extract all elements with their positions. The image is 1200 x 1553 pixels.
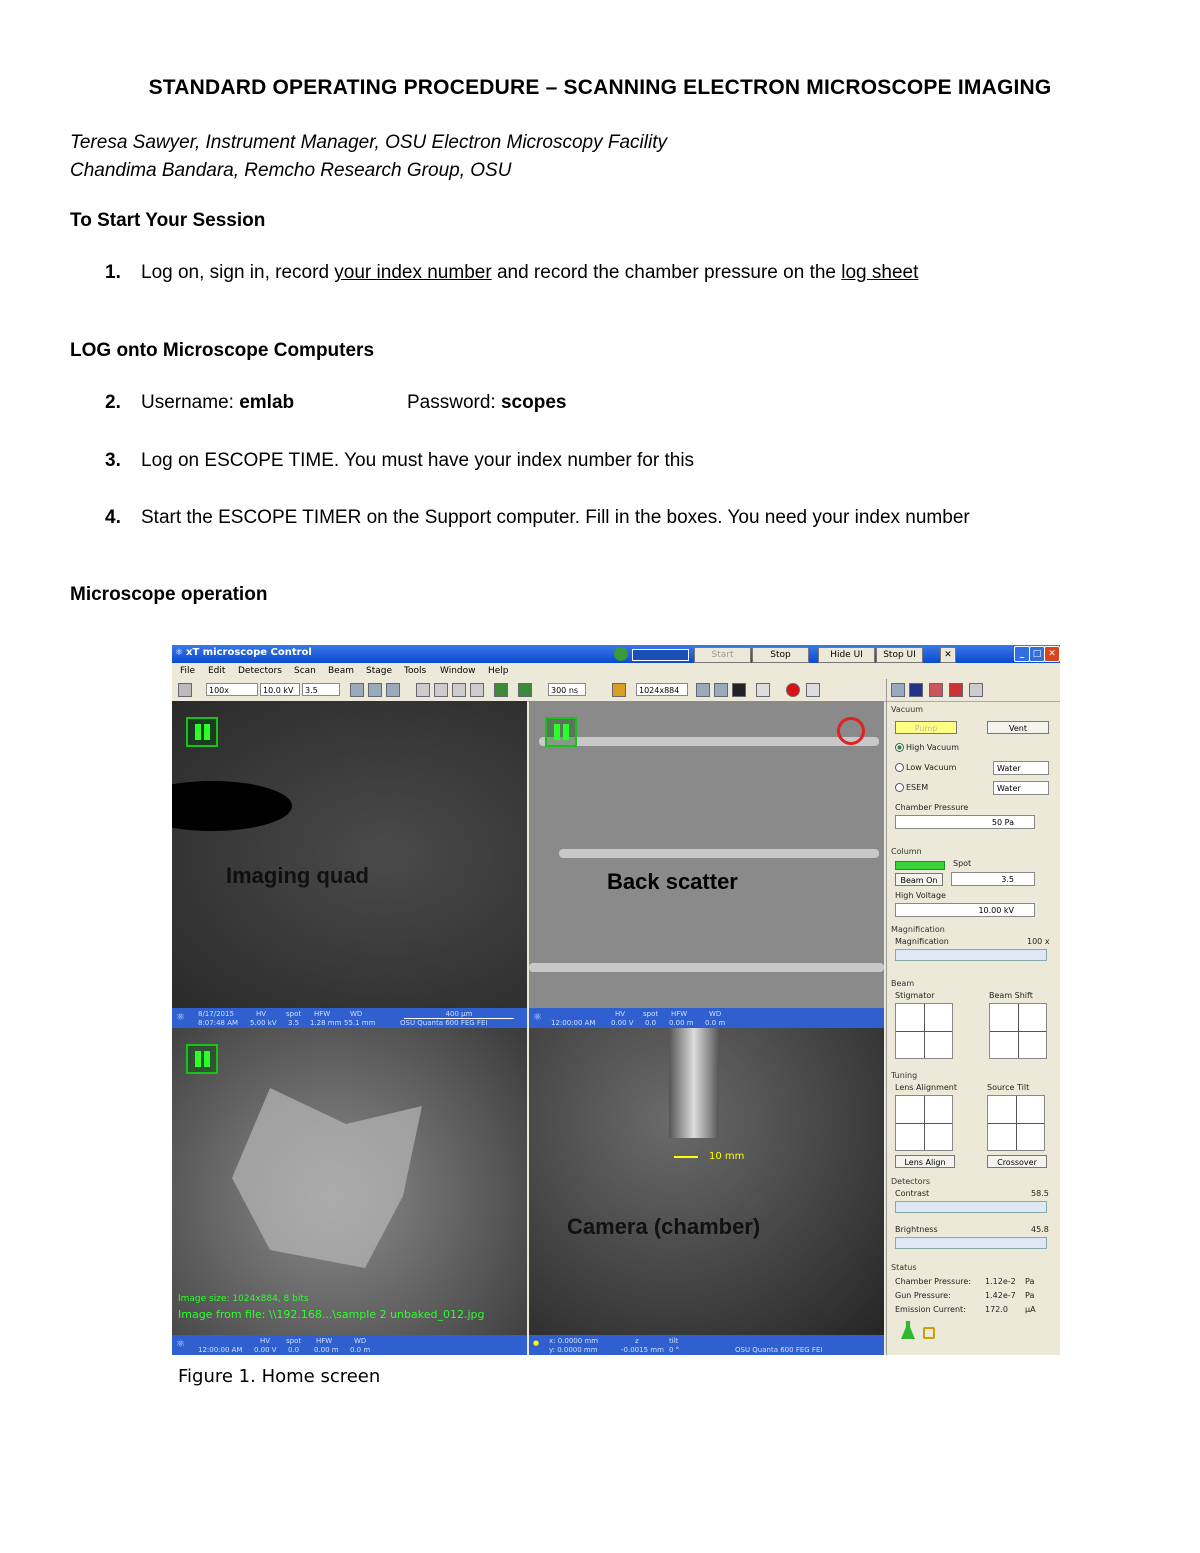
detector-icon: ⚛	[176, 1339, 185, 1350]
app-icon: ⚛	[175, 648, 184, 658]
stage-tilt-header: tilt	[669, 1337, 679, 1345]
quad-label: Back scatter	[607, 869, 738, 894]
status-date: 8/17/2015	[198, 1010, 234, 1018]
spot-label: Spot	[953, 859, 972, 868]
chamber-pressure-label: Chamber Pressure	[895, 803, 969, 812]
emission-current-value: 172.0	[985, 1305, 1008, 1314]
window-titlebar	[172, 645, 1060, 663]
high-vacuum-label: High Vacuum	[906, 743, 960, 752]
crossover-button[interactable]: Crossover	[987, 1155, 1047, 1168]
step-2	[105, 392, 567, 414]
processing-tab-icon[interactable]	[929, 683, 943, 697]
step-4-text: Start the ESCOPE TIMER on the Support computer. Fill in the boxes. You need your index number	[141, 507, 970, 528]
rabbit-icon[interactable]	[612, 683, 626, 697]
step-3-text: Log on ESCOPE TIME. You must have your index number for this	[141, 450, 695, 471]
snapshot-icon[interactable]	[696, 683, 710, 697]
spot-field[interactable]: 3.5	[951, 872, 1035, 886]
brightness-label: Brightness	[895, 1225, 938, 1234]
tuning-section-title: Tuning	[891, 1071, 918, 1080]
measure-icon[interactable]	[806, 683, 820, 697]
pause-indicator-icon[interactable]	[186, 717, 218, 747]
no-signal-icon	[837, 717, 865, 745]
quad-3-status-bar	[172, 1335, 527, 1355]
crystal-shape	[232, 1088, 422, 1268]
status-wd: 55.1 mm	[344, 1019, 376, 1027]
navigation-tab-icon[interactable]	[909, 683, 923, 697]
menu-file[interactable]: File	[180, 666, 196, 676]
high-voltage-label: High Voltage	[895, 891, 946, 900]
status-hfw-header: HFW	[316, 1337, 333, 1345]
xt-microscope-screenshot	[172, 645, 1060, 1355]
menu-bar	[172, 663, 1060, 679]
step-number: 3.	[105, 450, 121, 471]
dwell-time-field[interactable]: 300 ns	[548, 683, 586, 696]
status-time: 12:00:00 AM	[198, 1346, 243, 1354]
scale-line	[674, 1156, 698, 1158]
camera-scale-label: 10 mm	[709, 1151, 745, 1162]
username-label: Username:	[141, 392, 240, 413]
pause-indicator-icon[interactable]	[545, 717, 577, 747]
video-icon[interactable]	[494, 683, 508, 697]
reduced-area-icon[interactable]	[368, 683, 382, 697]
line-feature	[529, 963, 884, 972]
detectors-section-title: Detectors	[891, 1177, 931, 1186]
beam-section-title: Beam	[891, 979, 915, 988]
emission-current-unit: μA	[1025, 1305, 1036, 1314]
magnification-label: Magnification	[895, 937, 949, 946]
status-spot: 0.0	[645, 1019, 657, 1027]
camera-chamber-quad[interactable]	[529, 1028, 884, 1335]
sample-hole-shape	[172, 781, 292, 831]
stigmator-label: Stigmator	[895, 991, 935, 1000]
instrument-name: OSU Quanta 600 FEG FEI	[735, 1346, 823, 1354]
section-start-session: To Start Your Session	[70, 210, 266, 231]
kv-field[interactable]: 10.0 kV	[260, 683, 300, 696]
password-value: scopes	[500, 392, 567, 413]
line-feature	[559, 849, 879, 858]
document-title: STANDARD OPERATING PROCEDURE – SCANNING ELECTRON MICROSCOPE IMAGING	[148, 76, 1052, 99]
image-file-info: Image from file: \\192.168...\sample 2 unbaked_012.jpg	[178, 1308, 485, 1321]
esem-gas-select[interactable]: Water	[993, 781, 1049, 795]
quad-4-status-bar	[529, 1335, 884, 1355]
username-value: emlab	[239, 392, 295, 413]
menu-scan[interactable]: Scan	[294, 666, 316, 676]
instrument-name: OSU Quanta 600 FEG FEI	[400, 1019, 488, 1027]
beam-tab-icon[interactable]	[891, 683, 905, 697]
pole-piece-shape	[669, 1028, 719, 1138]
lightbulb-icon: ●	[533, 1339, 540, 1347]
lock-icon[interactable]	[923, 1327, 935, 1339]
vent-button[interactable]: Vent	[987, 721, 1049, 734]
window-title: xT microscope Control	[186, 647, 312, 658]
quad-2-status-bar	[529, 1008, 884, 1028]
section-logon: LOG onto Microscope Computers	[70, 340, 375, 361]
column-section-title: Column	[891, 847, 922, 856]
gun-pressure-unit: Pa	[1025, 1291, 1035, 1300]
radio-icon	[895, 783, 904, 792]
contrast-slider[interactable]	[895, 1201, 1047, 1213]
step-number: 2.	[105, 392, 121, 413]
brightness-value: 45.8	[1031, 1225, 1049, 1234]
stigmator-xy-pad[interactable]	[895, 1003, 953, 1059]
detector-icon: ⚛	[176, 1012, 185, 1023]
magnification-value: 100 x	[1027, 937, 1050, 946]
quad-label: Imaging quad	[226, 863, 369, 888]
status-hv-header: HV	[615, 1010, 626, 1018]
esem-label: ESEM	[906, 783, 929, 792]
line-feature	[539, 737, 879, 746]
control-side-panel	[886, 679, 1060, 1355]
status-hv: 5.00 kV	[250, 1019, 277, 1027]
detector-icon: ⚛	[533, 1012, 542, 1023]
pause-icon[interactable]	[732, 683, 746, 697]
turtle-icon[interactable]	[518, 683, 532, 697]
password-group	[407, 392, 566, 414]
close-icon[interactable]: ✕	[940, 647, 956, 663]
quad-1-status-bar	[172, 1008, 527, 1028]
beam-status-indicator	[895, 861, 945, 870]
image-size-info: Image size: 1024x884, 8 bits	[178, 1294, 309, 1304]
status-hfw-header: HFW	[314, 1010, 331, 1018]
contrast-value: 58.5	[1031, 1189, 1049, 1198]
author-line-2: Chandima Bandara, Remcho Research Group, OSU	[70, 160, 512, 181]
status-spot: 0.0	[288, 1346, 300, 1354]
status-wd: 0.0 m	[350, 1346, 371, 1354]
alignments-tab-icon[interactable]	[969, 683, 983, 697]
magnification-field[interactable]: 100x	[206, 683, 258, 696]
quad-label: Camera (chamber)	[567, 1214, 761, 1239]
flask-icon	[901, 1321, 915, 1339]
radio-icon	[895, 743, 904, 752]
panel-tabs	[887, 679, 1060, 702]
status-hv-header: HV	[256, 1010, 267, 1018]
stop-button[interactable]: Stop	[752, 647, 809, 663]
chamber-pressure-status-label: Chamber Pressure:	[895, 1277, 972, 1286]
high-voltage-field[interactable]: 10.00 kV	[895, 903, 1035, 917]
status-section-title: Status	[891, 1263, 917, 1272]
photo-icon[interactable]	[714, 683, 728, 697]
step-1-text-b: and record the chamber pressure on the	[491, 262, 842, 283]
chamber-pressure-status-unit: Pa	[1025, 1277, 1035, 1286]
sem-image-quad[interactable]	[172, 1028, 527, 1335]
record-icon[interactable]	[786, 683, 800, 697]
log-sheet-link[interactable]: log sheet	[841, 262, 919, 283]
detector-icon[interactable]	[178, 683, 192, 697]
status-globe-icon	[614, 647, 628, 661]
section-operation: Microscope operation	[70, 584, 268, 605]
emission-current-label: Emission Current:	[895, 1305, 966, 1314]
status-wd: 0.0 m	[705, 1019, 726, 1027]
status-hfw: 0.00 m	[669, 1019, 694, 1027]
start-button[interactable]: Start	[694, 647, 751, 663]
contrast-label: Contrast	[895, 1189, 930, 1198]
low-vacuum-radio[interactable]	[895, 763, 956, 772]
vacuum-section-title: Vacuum	[891, 705, 924, 714]
step-number: 4.	[105, 507, 121, 528]
gun-pressure-value: 1.42e-7	[985, 1291, 1016, 1300]
menu-detectors[interactable]: Detectors	[238, 666, 282, 676]
step-4	[105, 507, 970, 529]
gun-icon[interactable]	[434, 683, 448, 697]
status-spot: 3.5	[288, 1019, 300, 1027]
figure-caption: Figure 1. Home screen	[178, 1366, 381, 1387]
beam-shift-xy-pad[interactable]	[989, 1003, 1047, 1059]
beam-shift-label: Beam Shift	[989, 991, 1033, 1000]
magnification-section-title: Magnification	[891, 925, 945, 934]
stage-tilt: 0 °	[669, 1346, 680, 1354]
average-icon[interactable]	[756, 683, 770, 697]
chamber-pressure-status-value: 1.12e-2	[985, 1277, 1016, 1286]
source-tilt-label: Source Tilt	[987, 1083, 1030, 1092]
password-label: Password:	[407, 392, 501, 413]
step-number: 1.	[105, 262, 121, 283]
index-number-link[interactable]: your index number	[334, 262, 492, 283]
status-hfw: 0.00 m	[314, 1346, 339, 1354]
beam-on-button[interactable]: Beam On	[895, 873, 943, 886]
hide-ui-button[interactable]: Hide UI	[818, 647, 875, 663]
imaging-quad[interactable]	[172, 701, 527, 1008]
low-vacuum-gas-select[interactable]: Water	[993, 761, 1049, 775]
stage-z-header: z	[635, 1337, 639, 1345]
status-wd-header: WD	[709, 1010, 722, 1018]
menu-edit[interactable]: Edit	[208, 666, 226, 676]
step-1	[105, 262, 918, 284]
back-scatter-quad[interactable]	[529, 701, 884, 1008]
status-wd-header: WD	[350, 1010, 363, 1018]
progress-bar	[632, 649, 689, 661]
lens-alignment-label: Lens Alignment	[895, 1083, 958, 1092]
autofocus-icon[interactable]	[386, 683, 400, 697]
status-spot-header: spot	[286, 1010, 302, 1018]
gun-pressure-label: Gun Pressure:	[895, 1291, 951, 1300]
author-line-1: Teresa Sawyer, Instrument Manager, OSU Electron Microscopy Facility	[70, 132, 667, 153]
menu-window[interactable]: Window	[440, 666, 476, 676]
chamber-pressure-field[interactable]: 50 Pa	[895, 815, 1035, 829]
esem-radio[interactable]	[895, 783, 928, 792]
lens-align-button[interactable]: Lens Align	[895, 1155, 955, 1168]
brightness-slider[interactable]	[895, 1237, 1047, 1249]
menu-tools[interactable]: Tools	[404, 666, 427, 676]
stage-z: -0.0015 mm	[621, 1346, 664, 1354]
step-1-text-a: Log on, sign in, record	[141, 262, 335, 283]
menu-beam[interactable]: Beam	[328, 666, 354, 676]
minimize-icon[interactable]: _	[1014, 646, 1030, 662]
status-hfw-header: HFW	[671, 1010, 688, 1018]
stage-x: x: 0.0000 mm	[549, 1337, 599, 1345]
pause-indicator-icon[interactable]	[186, 1044, 218, 1074]
lens-alignment-xy-pad[interactable]	[895, 1095, 953, 1151]
status-time: 12:00:00 AM	[551, 1019, 596, 1027]
resolution-field[interactable]: 1024x884	[636, 683, 688, 696]
stage-y: y: 0.0000 mm	[549, 1346, 598, 1354]
status-hv: 0.00 V	[254, 1346, 277, 1354]
step-3	[105, 450, 694, 472]
magnification-slider[interactable]	[895, 949, 1047, 961]
stage-icon[interactable]	[452, 683, 466, 697]
stop-ui-button[interactable]: Stop UI	[876, 647, 923, 663]
window-close-icon[interactable]: ✕	[1044, 646, 1060, 662]
menu-stage[interactable]: Stage	[366, 666, 393, 676]
temperature-tab-icon[interactable]	[949, 683, 963, 697]
low-vacuum-label: Low Vacuum	[906, 763, 957, 772]
spot-field[interactable]: 3.5	[302, 683, 340, 696]
pump-button[interactable]: Pump	[895, 721, 957, 734]
crosshair-icon[interactable]	[350, 683, 364, 697]
status-hfw: 1.28 mm	[310, 1019, 342, 1027]
status-spot-header: spot	[643, 1010, 659, 1018]
lens-icon[interactable]	[416, 683, 430, 697]
status-hv-header: HV	[260, 1337, 271, 1345]
status-wd-header: WD	[354, 1337, 367, 1345]
source-tilt-xy-pad[interactable]	[987, 1095, 1045, 1151]
beam-icon[interactable]	[470, 683, 484, 697]
status-hv: 0.00 V	[611, 1019, 634, 1027]
maximize-icon[interactable]: □	[1029, 646, 1045, 662]
status-spot-header: spot	[286, 1337, 302, 1345]
status-time: 8:07:48 AM	[198, 1019, 239, 1027]
menu-help[interactable]: Help	[488, 666, 509, 676]
radio-icon	[895, 763, 904, 772]
scale-bar: 400 μm	[404, 1010, 514, 1019]
high-vacuum-radio[interactable]	[895, 743, 959, 752]
